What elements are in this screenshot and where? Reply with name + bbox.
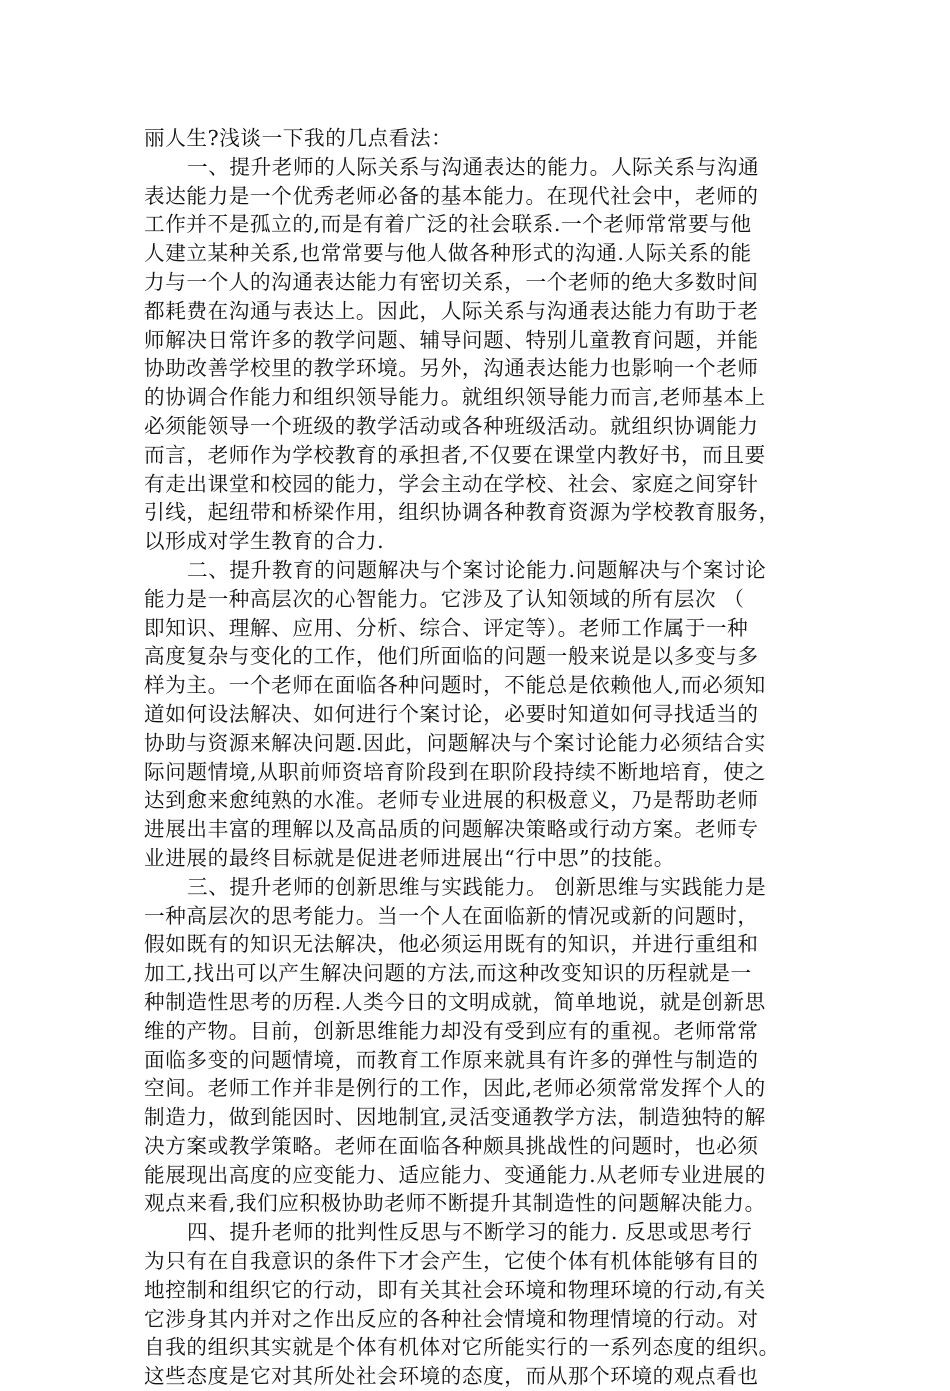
text-line: 一种高层次的思考能力。当一个人在面临新的情况或新的问题时，: [144, 903, 759, 928]
text-line: 维的产物。目前，创新思维能力却没有受到应有的重视。老师常常: [144, 1018, 759, 1043]
text-line: 人建立某种关系,也常常要与他人做各种形式的沟通.人际关系的能: [144, 241, 752, 266]
text-line: 必须能领导一个班级的教学活动或各种班级活动。就组织协调能力: [144, 413, 759, 438]
text-line: 工作并不是孤立的,而是有着广泛的社会联系.一个老师常常要与他: [144, 212, 752, 237]
text-line: 面临多变的问题情境，而教育工作原来就具有许多的弹性与制造的: [144, 1047, 759, 1072]
text-line: 能展现出高度的应变能力、适应能力、变通能力.从老师专业进展的: [144, 1162, 766, 1187]
text-line: 业进展的最终目标就是促进老师进展出“行中思”的技能。: [144, 845, 675, 870]
text-line: 表达能力是一个优秀老师必备的基本能力。在现代社会中，老师的: [144, 183, 759, 208]
text-line: 达到愈来愈纯熟的水准。老师专业进展的积极意义，乃是帮助老师: [144, 788, 759, 813]
text-line: 都耗费在沟通与表达上。因此，人际关系与沟通表达能力有助于老: [144, 298, 759, 323]
text-line: 协助改善学校里的教学环境。另外，沟通表达能力也影响一个老师: [144, 356, 759, 381]
text-line: 为只有在自我意识的条件下才会产生，它使个体有机体能够有目的: [144, 1249, 759, 1274]
text-line: 力与一个人的沟通表达能力有密切关系，一个老师的绝大多数时间: [144, 269, 759, 294]
text-line: 际问题情境,从职前师资培育阶段到在职阶段持续不断地培育，使之: [144, 759, 766, 784]
text-line: 地控制和组织它的行动，即有关其社会环境和物理环境的行动,有关: [144, 1277, 766, 1302]
text-line: 引线，起纽带和桥梁作用，组织协调各种教育资源为学校教育服务，: [144, 500, 780, 525]
text-line: 加工,找出可以产生解决问题的方法,而这种改变知识的历程就是一: [144, 961, 752, 986]
text-line: 假如既有的知识无法解决，他必须运用既有的知识，并进行重组和: [144, 932, 759, 957]
text-line: 决方案或教学策略。老师在面临各种颇具挑战性的问题时，也必须: [144, 1133, 759, 1158]
text-line: 有走出课堂和校园的能力，学会主动在学校、社会、家庭之间穿针: [144, 471, 759, 496]
text-line: 以形成对学生教育的合力.: [144, 529, 385, 554]
text-line: 三、提升老师的创新思维与实践能力。 创新思维与实践能力是: [187, 874, 767, 899]
text-line: 协助与资源来解决问题.因此，问题解决与个案讨论能力必须结合实: [144, 730, 766, 755]
text-line: 丽人生?浅谈一下我的几点看法：: [144, 126, 453, 150]
document-body: [144, 124, 816, 1391]
text-line: 进展出丰富的理解以及高品质的问题解决策略或行动方案。老师专: [144, 817, 759, 842]
text-line: 观点来看,我们应积极协助老师不断提升其制造性的问题解决能力。: [144, 1191, 766, 1216]
text-line: 这些态度是它对其所处社会环境的态度，而从那个环境的观点看也: [144, 1364, 759, 1389]
text-line: 四、提升老师的批判性反思与不断学习的能力. 反思或思考行: [187, 1220, 753, 1245]
text-line: 师解决日常许多的教学问题、辅导问题、特别儿童教育问题，并能: [144, 327, 759, 352]
text-line: 空间。老师工作并非是例行的工作，因此,老师必须常常发挥个人的: [144, 1076, 766, 1101]
text-line: 样为主。一个老师在面临各种问题时，不能总是依赖他人,而必须知: [144, 673, 766, 698]
text-line: 自我的组织其实就是个体有机体对它所能实行的一系列态度的组织。: [144, 1335, 780, 1360]
text-line: 能力是一种高层次的心智能力。它涉及了认知领域的所有层次 （: [144, 586, 745, 611]
text-line: 种制造性思考的历程.人类今日的文明成就，简单地说，就是创新思: [144, 989, 766, 1014]
text-line: 即知识、理解、应用、分析、综合、评定等）。老师工作属于一种: [144, 615, 749, 640]
text-line: 制造力，做到能因时、因地制宜,灵活变通教学方法，制造独特的解: [144, 1105, 766, 1130]
text-line: 而言，老师作为学校教育的承担者,不仅要在课堂内教好书，而且要: [144, 442, 766, 467]
text-line: 的协调合作能力和组织领导能力。就组织领导能力而言,老师基本上: [144, 385, 766, 410]
text-line: 一、提升老师的人际关系与沟通表达的能力。人际关系与沟通: [187, 154, 760, 179]
text-line: 二、提升教育的问题解决与个案讨论能力.问题解决与个案讨论: [187, 557, 767, 582]
text-line: 它涉身其内并对之作出反应的各种社会情境和物理情境的行动。对: [144, 1306, 759, 1331]
text-line: 道如何设法解决、如何进行个案讨论，必要时知道如何寻找适当的: [144, 701, 759, 726]
text-line: 高度复杂与变化的工作，他们所面临的问题一般来说是以多变与多: [144, 644, 759, 669]
